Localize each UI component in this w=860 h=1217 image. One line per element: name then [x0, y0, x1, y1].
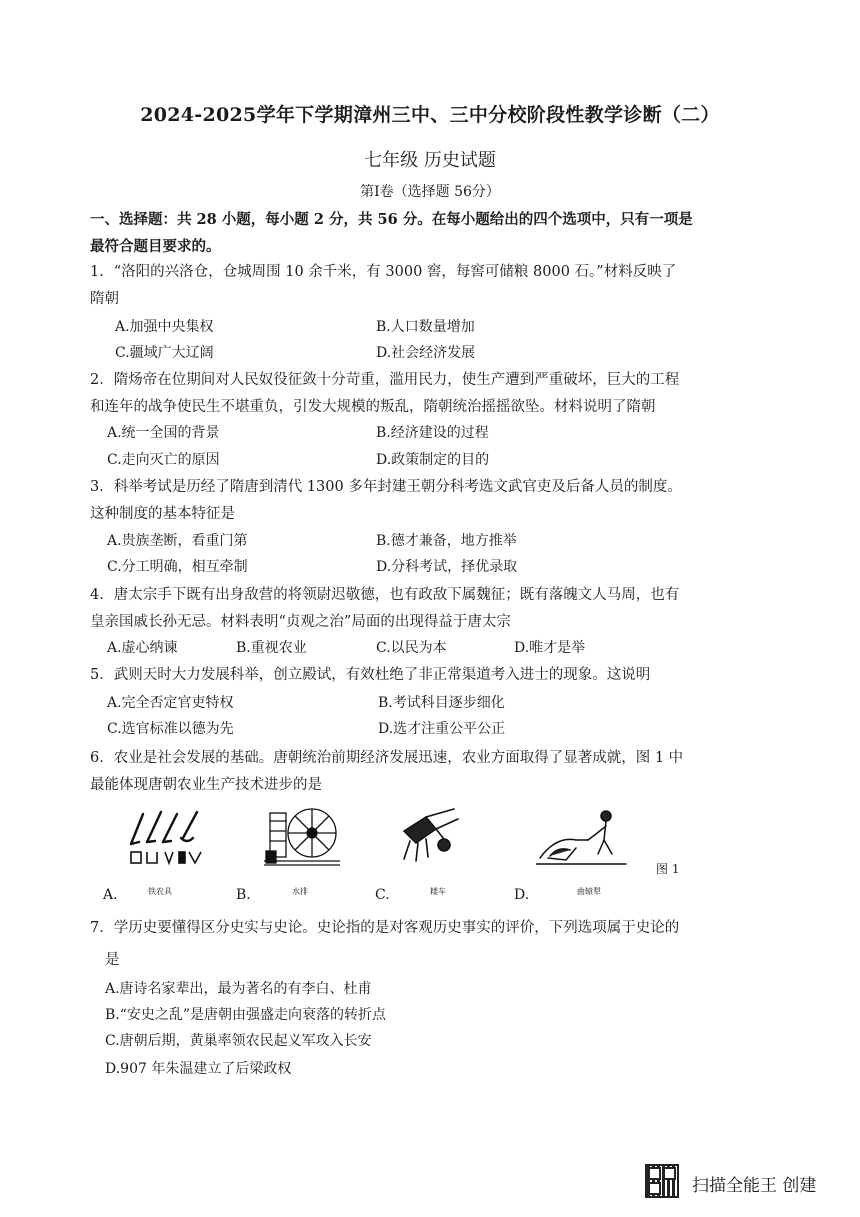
figure-label: 图 1 — [656, 862, 680, 876]
stem-line: 隋朝 — [90, 291, 119, 307]
q3-option-d[interactable]: D.分科考试，择优录取 — [376, 559, 518, 575]
q2-option-d[interactable]: D.政策制定的目的 — [376, 452, 490, 468]
instructions-line: 最符合题目要求的。 — [90, 238, 221, 255]
q7-option-d[interactable]: D.907 年朱温建立了后梁政权 — [105, 1061, 292, 1077]
figure-caption-c: 耧车 — [430, 887, 446, 896]
iron-tools-illustration — [125, 808, 210, 868]
q4-option-d[interactable]: D.唯才是举 — [514, 640, 586, 656]
q4-option-b[interactable]: B.重视农业 — [236, 640, 307, 656]
question-2-stem — [90, 367, 770, 421]
q5-option-a[interactable]: A.完全否定官吏特权 — [107, 695, 234, 711]
instructions — [90, 206, 760, 260]
stem-line: 这种制度的基本特征是 — [90, 506, 235, 522]
stem-line: 4．唐太宗手下既有出身敌营的将领尉迟敬德，也有政敌下属魏征；既有落魄文人马周，也有 — [90, 587, 680, 603]
figure-caption-a: 铁农具 — [148, 887, 172, 896]
section-heading: 第Ⅰ卷（选择题 56分） — [360, 184, 500, 200]
question-5-stem — [90, 662, 770, 689]
q4-option-c[interactable]: C.以民为本 — [376, 640, 447, 656]
stem-line: 7．学历史要懂得区分史实与史论。史论指的是对客观历史事实的评价，下列选项属于史论的 — [90, 920, 680, 936]
question-1-stem — [90, 259, 770, 313]
question-7-stem — [90, 912, 770, 976]
figure-caption-d: 曲辕犁 — [577, 887, 601, 896]
instructions-line: 一、选择题：共 28 小题，每小题 2 分，共 56 分。在每小题给出的四个选项中，只有一项是 — [90, 211, 693, 228]
stem-line: 是 — [105, 952, 120, 968]
q1-option-b[interactable]: B.人口数量增加 — [376, 319, 475, 335]
figure-caption-b: 水排 — [292, 887, 308, 896]
stem-line: 5．武则天时大力发展科举，创立殿试，有效杜绝了非正常渠道考入进士的现象。这说明 — [90, 667, 651, 683]
q5-option-c[interactable]: C.选官标准以德为先 — [107, 721, 234, 737]
q5-option-d[interactable]: D.选才注重公平公正 — [378, 721, 506, 737]
q2-option-a[interactable]: A.统一全国的背景 — [107, 425, 220, 441]
seed-drill-illustration — [396, 805, 466, 867]
stem-line: 6．农业是社会发展的基础。唐朝统治前期经济发展迅速，农业方面取得了显著成就，图 1 中 — [90, 750, 684, 766]
watermark-text: 扫描全能王 创建 — [692, 1176, 817, 1196]
figure-option-b[interactable]: B. — [236, 887, 251, 903]
stem-line: 和连年的战争使民生不堪重负，引发大规模的叛乱，隋朝统治摇摇欲坠。材料说明了隋朝 — [90, 399, 656, 415]
exam-subtitle: 七年级 历史试题 — [364, 150, 496, 171]
question-4-stem — [90, 582, 770, 636]
qr-code-icon — [645, 1164, 679, 1198]
q1-option-d[interactable]: D.社会经济发展 — [376, 345, 476, 361]
q1-option-c[interactable]: C.疆域广大辽阔 — [115, 345, 214, 361]
exam-title: 2024-2025学年下学期漳州三中、三中分校阶段性教学诊断（二） — [140, 104, 720, 126]
scanner-watermark — [645, 1162, 845, 1202]
stem-line: 皇亲国戚长孙无忌。材料表明“贞观之治”局面的出现得益于唐太宗 — [90, 614, 511, 630]
figure-option-d[interactable]: D. — [514, 887, 530, 903]
question-6-stem — [90, 745, 770, 799]
water-bellows-illustration — [262, 803, 342, 869]
q3-option-c[interactable]: C.分工明确，相互牵制 — [107, 559, 248, 575]
q2-option-c[interactable]: C.走向灭亡的原因 — [107, 452, 220, 468]
stem-line: 2．隋炀帝在位期间对人民奴役征敛十分苛重，滥用民力，使生产遭到严重破坏，巨大的工程 — [90, 372, 680, 388]
stem-line: 最能体现唐朝农业生产技术进步的是 — [90, 777, 322, 793]
q1-option-a[interactable]: A.加强中央集权 — [115, 319, 214, 335]
figure-option-c[interactable]: C. — [375, 887, 390, 903]
question-3-stem — [90, 474, 770, 528]
q4-option-a[interactable]: A.虚心纳谏 — [107, 640, 178, 656]
q7-option-b[interactable]: B.“安史之乱”是唐朝由强盛走向衰落的转折点 — [105, 1007, 387, 1023]
q5-option-b[interactable]: B.考试科目逐步细化 — [378, 695, 505, 711]
q3-option-b[interactable]: B.德才兼备，地方推举 — [376, 533, 517, 549]
figure-option-a[interactable]: A. — [103, 887, 118, 903]
stem-line: 3．科举考试是历经了隋唐到清代 1300 多年封建王朝分科考选文武官吏及后备人员的制度。 — [90, 479, 682, 495]
q2-option-b[interactable]: B.经济建设的过程 — [376, 425, 489, 441]
curved-plow-illustration — [536, 806, 636, 870]
q3-option-a[interactable]: A.贵族垄断，看重门第 — [107, 533, 248, 549]
q7-option-a[interactable]: A.唐诗名家辈出，最为著名的有李白、杜甫 — [105, 981, 372, 997]
q7-option-c[interactable]: C.唐朝后期，黄巢率领农民起义军攻入长安 — [105, 1033, 372, 1049]
stem-line: 1．“洛阳的兴洛仓，仓城周围 10 余千米，有 3000 窖，每窖可储粮 8000 石。”材料反映了 — [90, 264, 677, 280]
